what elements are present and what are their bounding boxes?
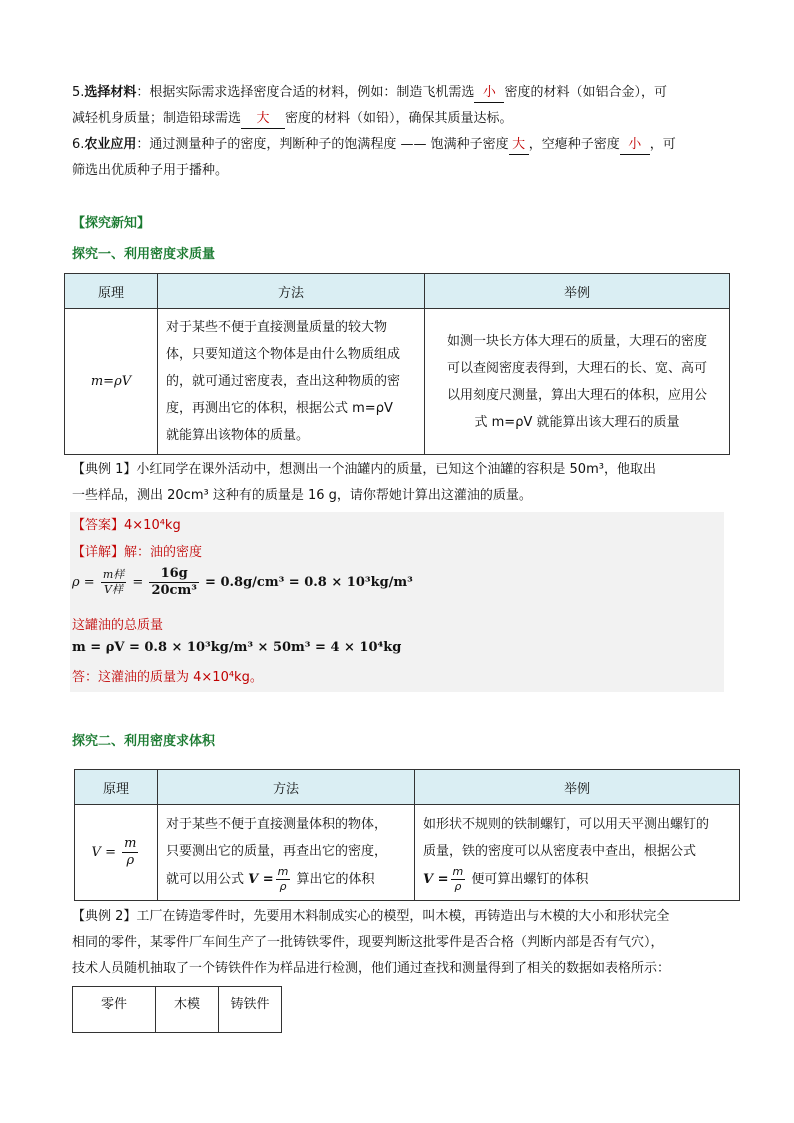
principle-cell: V = $\frac{m}{\rho}$ (75, 805, 158, 901)
answer-blank: 小 (620, 136, 650, 155)
table-cell: 零件 (73, 987, 156, 1033)
answer-blank: 大 (509, 136, 529, 155)
conclusion: 答：这灌油的质量为 4×10⁴kg。 (72, 670, 263, 685)
method-cell: 对于某些不便于直接测量质量的较大物 体，只要知道这个物体是由什么物质组成 的，就可通过密度表，查出这种物质的密 度，再测出它的体积，根据公式 m=ρV 就能算出该物体的质量。 (158, 309, 425, 455)
text: ，可 (649, 137, 676, 152)
example-cell: 如形状不规则的铁制螺钉，可以用天平测出螺钉的 质量，铁的密度可以从密度表中查出，根据公式 V = $\frac{m}{\rho}$ 便可算出螺钉的体积 (415, 805, 740, 901)
text: ：根据实际需求选择密度合适的材料，例如：制造飞机需选 (136, 85, 475, 100)
text: ，空瘪种子密度 (528, 137, 620, 152)
example-cell: 如测一块长方体大理石的质量，大理石的密度 可以查阅密度表得到，大理石的长、宽、高可 以用刻度尺测量，算出大理石的体积，应用公 式 m=ρV 就能算出该大理石的质量 (425, 309, 730, 455)
text: 筛选出优质种子用于播种。 (72, 163, 229, 178)
example1-question: 【典例 1】小红同学在课外活动中，想测出一个油罐内的质量，已知这个油罐的容积是 50m³，他取出 一些样品，测出 20cm³ 这种有的质量是 16 g，请你帮她计算出这灌油的质量。 (72, 462, 656, 503)
header-principle: 原理 (65, 274, 158, 309)
header-example: 举例 (415, 770, 740, 805)
text: 密度的材料（如铝合金），可 (504, 85, 667, 100)
paragraph-6 (72, 132, 732, 184)
principle-cell: m=ρV (65, 309, 158, 455)
header-principle: 原理 (75, 770, 158, 805)
density-mass-table (64, 273, 730, 455)
table-cell: 木模 (156, 987, 219, 1033)
text: 密度的材料（如铅），确保其质量达标。 (285, 111, 513, 126)
fraction: $\frac{\text{m样}}{\text{V样}}$ (102, 568, 125, 596)
item-number: 5. (72, 85, 85, 100)
header-example: 举例 (425, 274, 730, 309)
text: ：通过测量种子的密度，判断种子的饱满程度 —— 饱满种子密度 (136, 137, 509, 152)
detail-line: 【详解】解：油的密度 (72, 545, 203, 560)
header-method: 方法 (158, 770, 415, 805)
answer-blank: 小 (474, 84, 504, 103)
method-cell: 对于某些不便于直接测量体积的物体， 只要测出它的质量，再查出它的密度， 就可以用公式 V = $\frac{m}{\rho}$ 算出它的体积 (158, 805, 415, 901)
answer-value: 4×10⁴kg (124, 518, 181, 533)
answer-line: 【答案】4×10⁴kg (72, 518, 181, 533)
total-mass-label: 这罐油的总质量 (72, 618, 164, 633)
answer-blank: 大 (241, 110, 285, 129)
density-volume-table (74, 769, 740, 901)
fraction: $\frac{16g}{\text{20cm³}}$ (151, 566, 197, 598)
density-formula: ρ = $\frac{\text{m样}}{\text{V样}}$ = $\frac{16g}{\text{20cm³}}$ = 0.8g/cm³ = 0.8 × 10³kg/m³ (72, 566, 413, 598)
header-method: 方法 (158, 274, 425, 309)
explore-heading: 【探究新知】 (72, 216, 151, 231)
table-cell: 铸铁件 (219, 987, 282, 1033)
section1-title: 探究一、利用密度求质量 (72, 247, 216, 262)
example2-question: 【典例 2】工厂在铸造零件时，先要用木料制成实心的模型，叫木模，再铸造出与木模的大小和形状完全 相同的零件，某零件厂车间生产了一批铸铁零件，现要判断这批零件是否合格（判断内部是否有气穴）， 技术人员随机抽取了一个铸铁件作为样品进行检测，他们通过查找和测量得到了相关的数据如表格所示： (72, 909, 671, 976)
total-mass-formula: m = ρV = 0.8 × 10³kg/m³ × 50m³ = 4 × 10⁴kg (72, 640, 402, 655)
section2-title: 探究二、利用密度求体积 (72, 734, 216, 749)
item-title: 选择材料 (84, 85, 137, 100)
paragraph-5 (72, 80, 732, 132)
item-title: 农业应用 (84, 137, 137, 152)
text: 减轻机身质量；制造铅球需选 (72, 111, 242, 126)
item-number: 6. (72, 137, 85, 152)
parts-table (72, 986, 282, 1033)
